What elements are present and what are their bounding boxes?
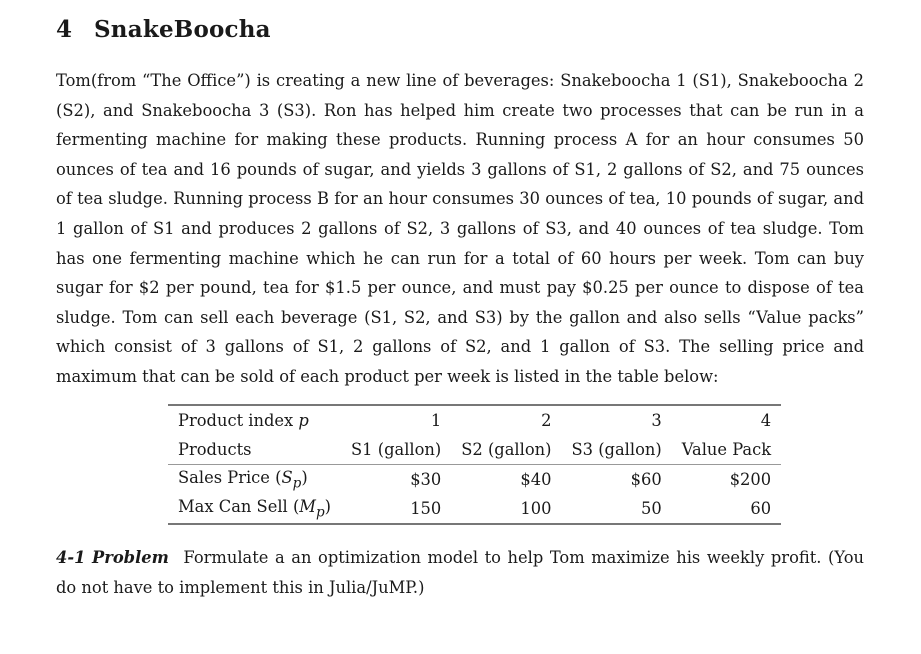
- section-number: 4: [56, 16, 73, 43]
- table-cell: $60: [562, 465, 672, 495]
- table-cell: 3: [562, 405, 672, 435]
- problem-title: Problem: [92, 548, 169, 567]
- table-cell: $200: [672, 465, 781, 495]
- intro-paragraph: Tom(from “The Office”) is creating a new line of beverages: Snakeboocha 1 (S1), Snakeboocha 2 (S2), and Snakeboocha 3 (S3). Ron has helped him create two processes that can be run in a fermenting machine for making these products. Running process A for an hour consumes 50 ounces of tea and 16 pounds of sugar, and yields 3 gallons of S1, 2 gallons of S2, and 75 ounces of tea sludge. Running process B for an hour consumes 30 ounces of tea, 10 pounds of sugar, and 1 gallon of S1 and produces 2 gallons of S2, 3 gallons of S3, and 40 ounces of tea sludge. Tom has one fermenting machine which he can run for a total of 60 hours per week. Tom can buy sugar for $2 per pound, tea for $1.5 per ounce, and must pay $0.25 per ounce to dispose of tea sludge. Tom can sell each beverage (S1, S2, and S3) by the gallon and also sells “Value packs” which consist of 3 gallons of S1, 2 gallons of S2, and 1 gallon of S3. The selling price and maximum that can be sold of each product per week is listed in the table below:: [56, 71, 864, 386]
- table-row-products: [168, 435, 781, 465]
- table-cell: 60: [672, 494, 781, 524]
- table-row-max-can-sell: [168, 494, 781, 524]
- problem-text: Formulate a an optimization model to help Tom maximize his weekly profit. (You do not have to implement this in Julia/JuMP.): [56, 548, 864, 597]
- product-table-wrapper: [168, 404, 772, 525]
- row-label: Product index p: [168, 405, 341, 435]
- row-label: Sales Price $(S_p)$: [168, 465, 341, 495]
- section-heading: [56, 16, 271, 43]
- table-cell: 1: [341, 405, 451, 435]
- table-cell: 50: [562, 494, 672, 524]
- table-cell: S3 (gallon): [571, 440, 662, 459]
- table-cell: 100: [451, 494, 561, 524]
- table-cell: 150: [341, 494, 451, 524]
- table-cell: S2 (gallon): [461, 440, 552, 459]
- problem-statement: [56, 543, 864, 602]
- row-label: Products: [178, 440, 252, 459]
- table-row-product-index: [168, 405, 781, 435]
- row-label: Max Can Sell $(M_p)$: [168, 494, 341, 524]
- problem-number: 4-1: [56, 548, 86, 567]
- section-title: SnakeBoocha: [94, 16, 271, 43]
- product-table: [168, 404, 781, 525]
- table-cell: 2: [451, 405, 561, 435]
- table-cell: 4: [672, 405, 781, 435]
- table-cell: $30: [341, 465, 451, 495]
- table-cell: $40: [451, 465, 561, 495]
- table-row-sales-price: [168, 465, 781, 495]
- table-cell: Value Pack: [681, 440, 772, 459]
- table-cell: S1 (gallon): [351, 440, 442, 459]
